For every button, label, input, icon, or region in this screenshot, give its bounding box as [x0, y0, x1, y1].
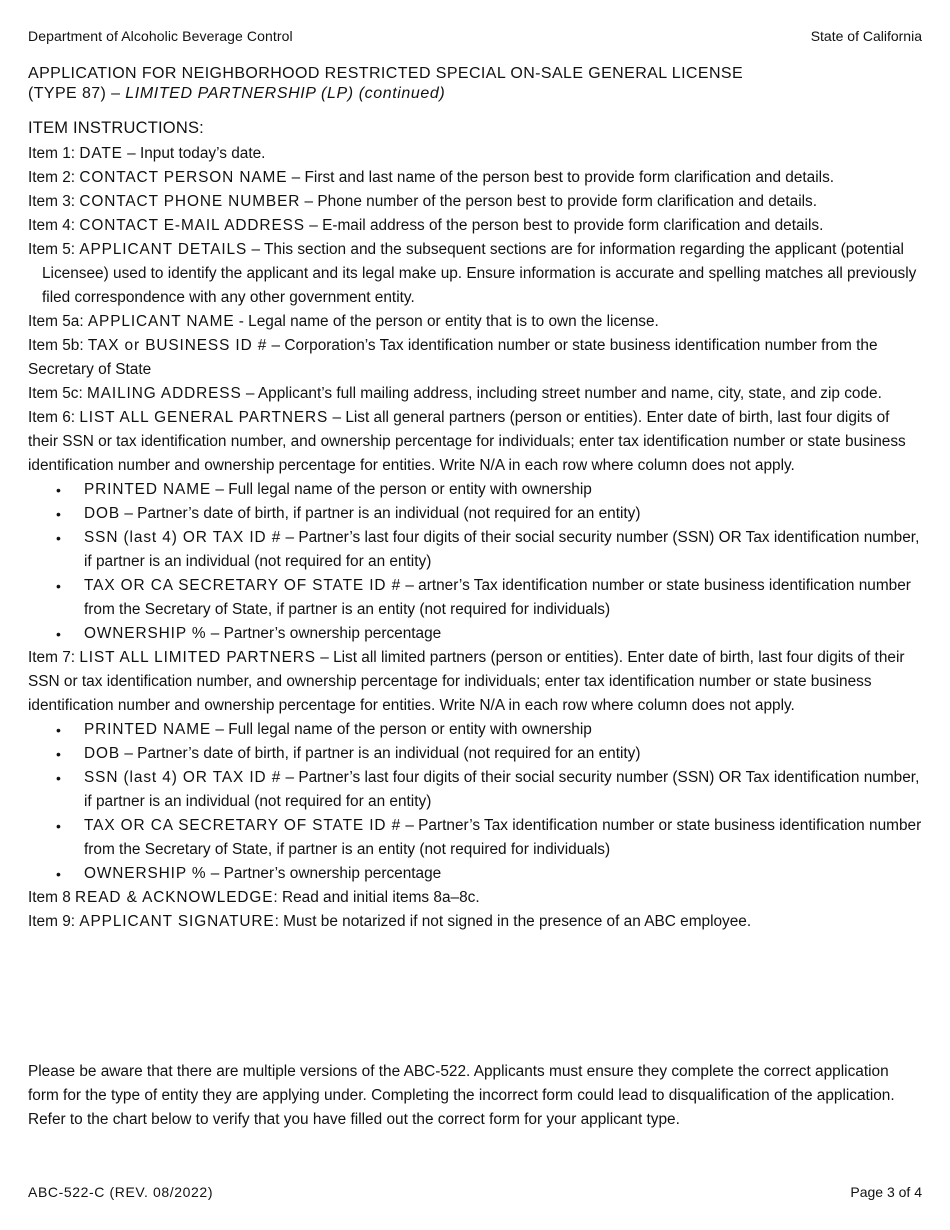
instructions-heading: ITEM INSTRUCTIONS:	[28, 119, 204, 137]
item-5a-label: APPLICANT NAME	[87, 313, 235, 330]
list-item: • SSN (last 4) OR TAX ID # – Partner’s last four digits of their social security number (SSN) OR Tax identification number, if partner is an individual (not required for an entity)	[28, 526, 922, 574]
document-page	[28, 0, 922, 1230]
item-4-label: CONTACT E-MAIL ADDRESS	[79, 217, 305, 234]
item-9-label: APPLICANT SIGNATURE	[79, 913, 275, 930]
item-2-label: CONTACT PERSON NAME	[79, 169, 288, 186]
department-name: Department of Alcoholic Beverage Control	[28, 28, 293, 44]
form-title-line1: APPLICATION FOR NEIGHBORHOOD RESTRICTED SPECIAL ON-SALE GENERAL LICENSE	[28, 65, 744, 82]
list-item: • DOB – Partner’s date of birth, if partner is an individual (not required for an entity)	[28, 502, 922, 526]
item-8-label: READ & ACKNOWLEDGE	[75, 889, 274, 906]
item-5: Item 5: APPLICANT DETAILS – This section and the subsequent sections are for information regarding the applicant (potential Licensee) used to identify the applicant and its legal make up. Ensure information is accurate and spelling matches all previously filed correspondence with any other government entity.	[28, 241, 917, 306]
item-5c-label: MAILING ADDRESS	[87, 385, 242, 402]
list-item: • OWNERSHIP % – Partner’s ownership percentage	[28, 862, 922, 886]
list-item: • SSN (last 4) OR TAX ID # – Partner’s last four digits of their social security number (SSN) OR Tax identification number, if partner is an individual (not required for an entity)	[28, 766, 922, 814]
list-item: • OWNERSHIP % – Partner’s ownership percentage	[28, 622, 922, 646]
item-1-label: DATE	[79, 145, 123, 162]
form-title-entity: LIMITED PARTNERSHIP (LP) (continued)	[125, 85, 446, 102]
form-version-notice: Please be aware that there are multiple versions of the ABC-522. Applicants must ensure they complete the correct application form for the type of entity they are applying under. Completing the incorrect form could lead to disqualification of the application. Refer to the chart below to verify that you have filled out the correct form for your applicant type.	[28, 1063, 895, 1128]
item-5-label: APPLICANT DETAILS	[79, 241, 248, 258]
form-number: ABC-522-C (REV. 08/2022)	[28, 1184, 214, 1200]
list-item: • TAX OR CA SECRETARY OF STATE ID # – artner’s Tax identification number or state business identification number from the Secretary of State, if partner is an entity (not required for individuals)	[28, 574, 922, 622]
item-5a: Item 5a: APPLICANT NAME - Legal name of the person or entity that is to own the license.	[28, 313, 659, 330]
item-6-label: LIST ALL GENERAL PARTNERS	[79, 409, 329, 426]
limited-partner-fields	[28, 718, 922, 886]
list-item: • PRINTED NAME – Full legal name of the person or entity with ownership	[28, 718, 922, 742]
item-7-label: LIST ALL LIMITED PARTNERS	[79, 649, 316, 666]
item-5c: Item 5c: MAILING ADDRESS – Applicant’s full mailing address, including street number and name, city, state, and zip code.	[28, 385, 882, 402]
item-5b-label: TAX or BUSINESS ID #	[87, 337, 268, 354]
page-number: Page 3 of 4	[850, 1184, 922, 1200]
item-8: Item 8 READ & ACKNOWLEDGE: Read and initial items 8a–8c.	[28, 889, 480, 906]
list-item: • TAX OR CA SECRETARY OF STATE ID # – Partner’s Tax identification number or state business identification number from the Secretary of State, if partner is an entity (not required for individuals)	[28, 814, 922, 862]
item-5b: Item 5b: TAX or BUSINESS ID # – Corporation’s Tax identification number or state business identification number from the Secretary of State	[28, 337, 878, 378]
item-instructions	[28, 118, 922, 934]
list-item: • DOB – Partner’s date of birth, if partner is an individual (not required for an entity)	[28, 742, 922, 766]
item-1: Item 1: DATE – Input today’s date.	[28, 145, 266, 162]
item-7: Item 7: LIST ALL LIMITED PARTNERS – List all limited partners (person or entities). Enter date of birth, last four digits of their SSN or tax identification number, and ownership percentage for individuals; enter tax identification number or state business identification number and ownership percentage for entities. Write N/A in each row where column does not apply.	[28, 649, 905, 714]
item-3-label: CONTACT PHONE NUMBER	[79, 193, 301, 210]
state-name: State of California	[810, 28, 922, 44]
item-4: Item 4: CONTACT E-MAIL ADDRESS – E-mail address of the person best to provide form clarification and details.	[28, 217, 824, 234]
item-6: Item 6: LIST ALL GENERAL PARTNERS – List all general partners (person or entities). Enter date of birth, last four digits of their SSN or tax identification number, and ownership percentage for individuals; enter tax identification number or state business identification number and ownership percentage for entities. Write N/A in each row where column does not apply.	[28, 409, 906, 474]
form-title-type: (TYPE 87) –	[28, 85, 121, 102]
item-3: Item 3: CONTACT PHONE NUMBER – Phone number of the person best to provide form clarification and details.	[28, 193, 818, 210]
general-partner-fields	[28, 478, 922, 646]
list-item: • PRINTED NAME – Full legal name of the person or entity with ownership	[28, 478, 922, 502]
form-title	[28, 64, 743, 104]
form-title-line2	[28, 84, 743, 104]
item-2: Item 2: CONTACT PERSON NAME – First and last name of the person best to provide form clarification and details.	[28, 169, 835, 186]
item-9: Item 9: APPLICANT SIGNATURE: Must be notarized if not signed in the presence of an ABC employee.	[28, 913, 752, 930]
